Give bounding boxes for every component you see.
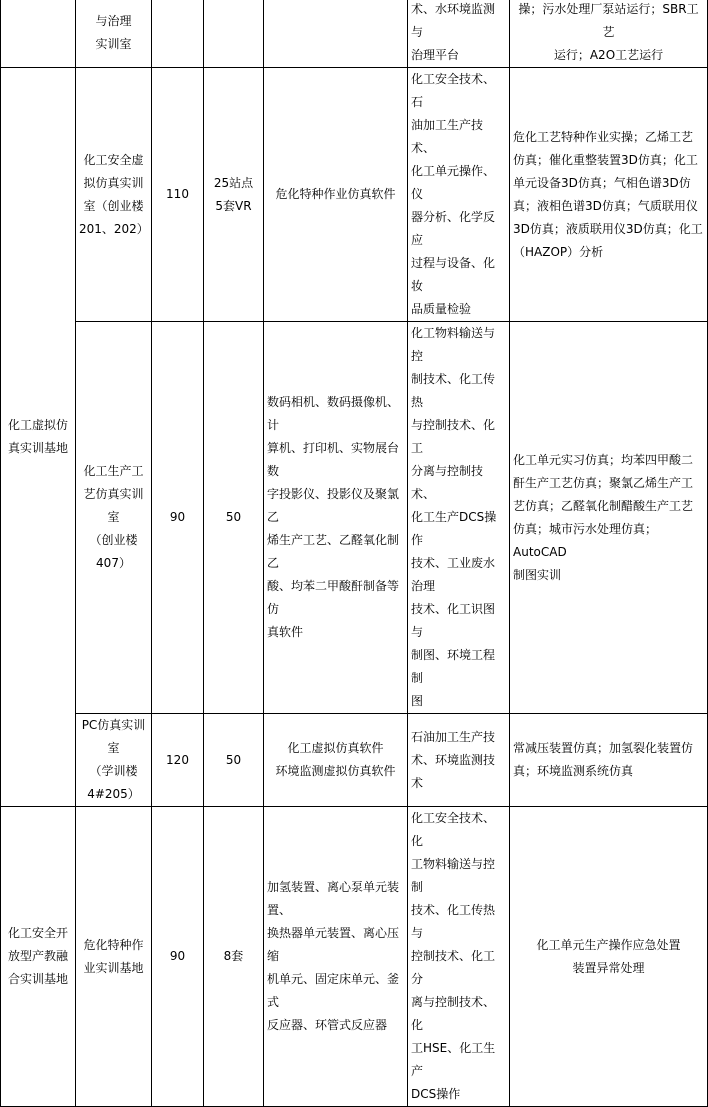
area-cell: 90 xyxy=(152,807,204,1107)
area-cell: 90 xyxy=(152,322,204,714)
projects-cell: 操；污水处理厂泵站运行；SBR工艺 运行；A2O工艺运行 xyxy=(510,0,708,68)
area-cell: 110 xyxy=(152,68,204,322)
training-room-cell: 化工生产工 艺仿真实训 室 （创业楼 407） xyxy=(76,322,152,714)
training-room-cell: 与治理 实训室 xyxy=(76,0,152,68)
stations-cell: 50 xyxy=(204,322,264,714)
projects-cell: 常减压装置仿真；加氢裂化装置仿 真；环境监测系统仿真 xyxy=(510,714,708,807)
stations-cell: 25站点 5套VR xyxy=(204,68,264,322)
base-cell xyxy=(1,0,76,68)
table-row xyxy=(1,807,708,1107)
base-cell: 化工虚拟仿 真实训基地 xyxy=(1,68,76,807)
stations-cell xyxy=(204,0,264,68)
table-row xyxy=(1,322,708,714)
courses-cell: 石油加工生产技 术、环境监测技术 xyxy=(408,714,510,807)
courses-cell: 化工物料输送与控 制技术、化工传热 与控制技术、化工 分离与控制技术、 化工生产DCS操作 技术、工业废水治理 技术、化工识图与 制图、环境工程制 图 xyxy=(408,322,510,714)
equipment-cell: 化工虚拟仿真软件 环境监测虚拟仿真软件 xyxy=(264,714,408,807)
equipment-cell xyxy=(264,0,408,68)
projects-cell: 化工单元生产操作应急处置 装置异常处理 xyxy=(510,807,708,1107)
base-cell: 化工安全开 放型产教融 合实训基地 xyxy=(1,807,76,1107)
projects-cell: 危化工艺特种作业实操；乙烯工艺 仿真；催化重整装置3D仿真；化工 单元设备3D仿真；气相色谱3D仿 真；液相色谱3D仿真；气质联用仪 3D仿真；液质联用仪3D仿真；化工 （HAZOP）分析 xyxy=(510,68,708,322)
courses-cell: 术、水环境监测与 治理平台 xyxy=(408,0,510,68)
equipment-cell: 数码相机、数码摄像机、计 算机、打印机、实物展台数 字投影仪、投影仪及聚氯乙 烯生产工艺、乙醛氧化制乙 酸、均苯二甲酸酐制备等仿 真软件 xyxy=(264,322,408,714)
equipment-cell: 危化特种作业仿真软件 xyxy=(264,68,408,322)
table-row xyxy=(1,714,708,807)
courses-cell: 化工安全技术、化 工物料输送与控制 技术、化工传热与 控制技术、化工分 离与控制技术、化 工HSE、化工生产 DCS操作 xyxy=(408,807,510,1107)
training-room-cell: PC仿真实训 室 （学训楼 4#205） xyxy=(76,714,152,807)
area-cell: 120 xyxy=(152,714,204,807)
projects-cell: 化工单元实习仿真；均苯四甲酸二 酐生产工艺仿真；聚氯乙烯生产工 艺仿真；乙醛氧化制醋酸生产工艺 仿真；城市污水处理仿真；AutoCAD 制图实训 xyxy=(510,322,708,714)
stations-cell: 8套 xyxy=(204,807,264,1107)
table-row xyxy=(1,68,708,322)
stations-cell: 50 xyxy=(204,714,264,807)
training-room-cell: 危化特种作 业实训基地 xyxy=(76,807,152,1107)
area-cell xyxy=(152,0,204,68)
table-row xyxy=(1,0,708,68)
courses-cell: 化工安全技术、石 油加工生产技术、 化工单元操作、仪 器分析、化学反应 过程与设备、化妆 品质量检验 xyxy=(408,68,510,322)
training-room-cell: 化工安全虚 拟仿真实训 室（创业楼 201、202） xyxy=(76,68,152,322)
equipment-cell: 加氢装置、离心泵单元装置、 换热器单元装置、离心压缩 机单元、固定床单元、釜式 反应器、环管式反应器 xyxy=(264,807,408,1107)
